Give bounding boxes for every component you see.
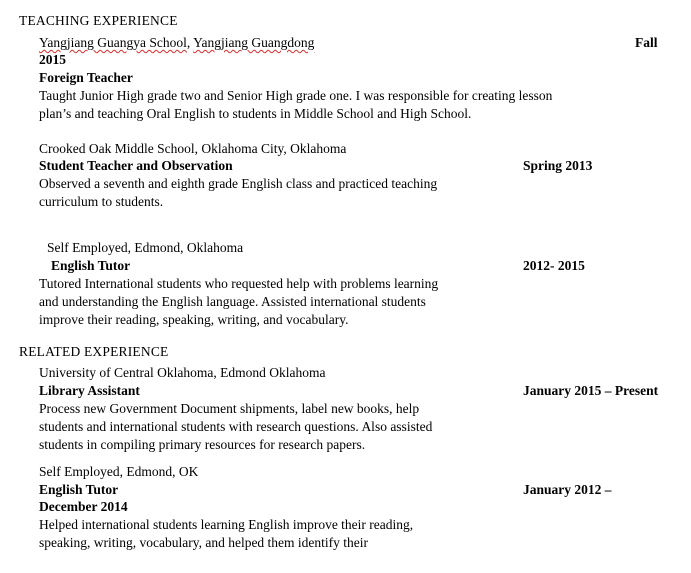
org-name: Yangjiang Guangya School <box>39 35 187 50</box>
org-location: Yangjiang Guangdong <box>193 35 315 50</box>
org-separator: , <box>186 35 194 50</box>
entry-date: Fall <box>635 35 658 50</box>
entry-description-line: and understanding the English language. Assisted international students <box>39 294 426 309</box>
entry-role: Library Assistant <box>39 383 140 398</box>
section-heading-teaching: TEACHING EXPERIENCE <box>19 13 178 28</box>
entry-description-line: Process new Government Document shipments, label new books, help <box>39 401 420 416</box>
entry-description-line: improve their reading, speaking, writing, and vocabulary. <box>39 312 349 327</box>
entry-organization: Self Employed, Edmond, OK <box>39 464 199 479</box>
entry-organization: Crooked Oak Middle School, Oklahoma City, Oklahoma <box>39 141 347 156</box>
entry-role: English Tutor <box>51 258 131 273</box>
entry-description-line: students and international students with research questions. Also assisted <box>39 419 433 434</box>
entry-date-continued: December 2014 <box>39 499 128 514</box>
entry-organization <box>39 34 314 52</box>
entry-date-continued: 2015 <box>39 52 66 67</box>
section-heading-related: RELATED EXPERIENCE <box>19 344 169 359</box>
entry-description-line: plan’s and teaching Oral English to students in Middle School and High School. <box>39 106 472 121</box>
entry-description-line: curriculum to students. <box>39 194 164 209</box>
entry-role: English Tutor <box>39 482 119 497</box>
entry-date: January 2015 – Present <box>523 383 659 398</box>
entry-date: 2012- 2015 <box>523 258 585 273</box>
entry-description-line: speaking, writing, vocabulary, and helped them identify their <box>39 535 369 550</box>
entry-description-line: Taught Junior High grade two and Senior High grade one. I was responsible for creating lesson <box>39 88 553 103</box>
entry-organization: University of Central Oklahoma, Edmond Oklahoma <box>39 365 326 380</box>
entry-description-line: Observed a seventh and eighth grade English class and practiced teaching <box>39 176 438 191</box>
entry-role: Student Teacher and Observation <box>39 158 233 173</box>
entry-description-line: Tutored International students who requested help with problems learning <box>39 276 439 291</box>
entry-date: Spring 2013 <box>523 158 593 173</box>
entry-description-line: Helped international students learning English improve their reading, <box>39 517 414 532</box>
entry-description-line: students in compiling primary resources for research papers. <box>39 437 366 452</box>
entry-organization: Self Employed, Edmond, Oklahoma <box>47 240 244 255</box>
entry-date: January 2012 – <box>523 482 612 497</box>
entry-role: Foreign Teacher <box>39 70 133 85</box>
